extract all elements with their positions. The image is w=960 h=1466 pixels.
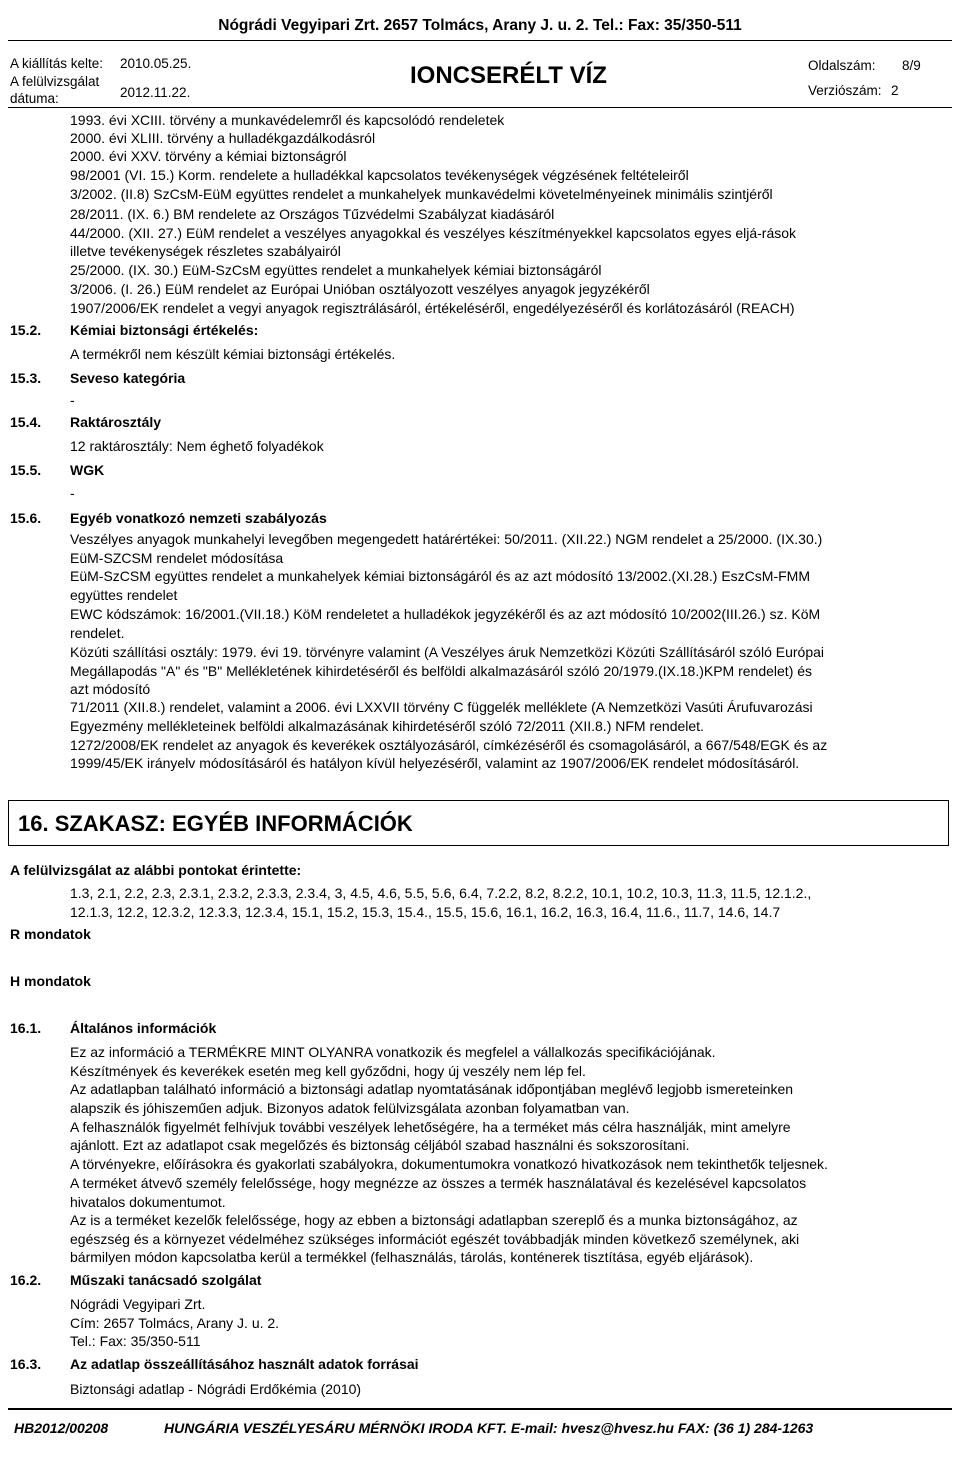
section-15-6-line: rendelet. [70,625,125,641]
regulation-line: 2000. évi XXV. törvény a kémiai biztonságról [70,148,347,164]
section-15-5-number: 15.5. [10,462,42,478]
regulation-line: 28/2011. (IX. 6.) BM rendelete az Országos Tűzvédelmi Szabályzat kiadásáról [70,206,555,222]
header-bottom-rule [8,107,952,108]
regulation-line: 3/2002. (II.8) SzCsM-EüM együttes rendelet a munkahelyek munkavédelmi követelményeinek minimális szintjéről [70,186,773,202]
issue-date: 2010.05.25. [120,56,192,71]
page-value: 8/9 [902,58,921,73]
section-16-1-number: 16.1. [10,1020,42,1036]
section-15-4-number: 15.4. [10,414,42,430]
section-15-6-line: EüM-SZCSM rendelet módosítása [70,550,284,566]
section-16-1-title: Általános információk [70,1020,217,1036]
section-16-1-line: A felhasználók figyelmét felhívjuk további veszélyek lehetőségére, ha a terméket más célra használják, mint amelyre [70,1119,791,1135]
section-15-2-title: Kémiai biztonsági értékelés: [70,322,259,338]
section-16-3-number: 16.3. [10,1356,42,1372]
section-15-6-line: Veszélyes anyagok munkahelyi levegőben megengedett határértékei: 50/2011. (XII.22.) NGM rendelet a 25/2000. (IX.30.) [70,531,823,547]
section-15-6-line: azt módosító [70,681,151,697]
review-label-2: dátuma: [10,91,59,106]
section-15-3-title: Seveso kategória [70,370,186,386]
section-16-2-line: Tel.: Fax: 35/350-511 [70,1333,201,1349]
section-16-3-title: Az adatlap összeállításához használt adatok forrásai [70,1356,419,1372]
footer-contact: HUNGÁRIA VESZÉLYESÁRU MÉRNÖKI IRODA KFT. E-mail: hvesz@hvesz.hu FAX: (36 1) 284-1263 [164,1420,814,1436]
section-16-header-box [8,800,949,846]
regulation-line: illetve tevékenységek részletes szabályairól [70,243,341,259]
regulation-line: 44/2000. (XII. 27.) EüM rendelet a veszélyes anyagokkal és veszélyes készítményekkel kapcsolatos egyes eljá-rások [70,225,797,241]
version-label: Verziószám: [808,83,882,98]
regulation-line: 25/2000. (IX. 30.) EüM-SzCsM együttes rendelet a munkahelyek kémiai biztonságáról [70,262,602,278]
section-16-1-line: ajánlott. Ezt az adatlapot csak megelőzés és biztonság céljából szabad használni és sokszorosítani. [70,1137,690,1153]
section-15-6-line: Egyezmény mellékleteinek belföldi alkalmazásának kihirdetéséről szóló 72/2011 (XII.8.) NFM rendelet. [70,718,704,734]
section-15-2-number: 15.2. [10,322,42,338]
section-15-5-text: - [70,485,75,501]
section-16-1-line: alapszik és jóhiszeműen adjuk. Bizonyos adatok felülvizsgálata azonban folyamatban van. [70,1100,630,1116]
section-15-4-text: 12 raktárosztály: Nem éghető folyadékok [70,438,324,454]
section-16-1-line: Az is a terméket kezelők felelőssége, hogy az ebben a biztonsági adatlapban szereplő és a munka biztonságához, az [70,1212,798,1228]
section-15-6-line: 71/2011 (XII.8.) rendelet, valamint a 2006. évi LXXVII törvény C függelék melléklete (A Nemzetközi Vasúti Árufuvarozási [70,699,813,715]
header-top-rule [8,40,952,41]
section-16-title: 16. SZAKASZ: EGYÉB INFORMÁCIÓK [18,811,413,836]
regulation-line: 1993. évi XCIII. törvény a munkavédelemről és kapcsolódó rendeletek [70,112,505,128]
header-company: Nógrádi Vegyipari Zrt. 2657 Tolmács, Arany J. u. 2. Tel.: Fax: 35/350-511 [218,17,742,34]
section-16-3-text: Biztonsági adatlap - Nógrádi Erdőkémia (2010) [70,1381,362,1397]
regulation-line: 2000. évi XLIII. törvény a hulladékgazdálkodásról [70,130,376,146]
section-16-2-line: Nógrádi Vegyipari Zrt. [70,1296,206,1312]
regulation-line: 1907/2006/EK rendelet a vegyi anyagok regisztrálásáról, értékeléséről, engedélyezéséről és korlátozásáról (REACH) [70,300,795,316]
section-16-1-line: A törvényekre, előírásokra és gyakorlati szabályokra, dokumentumokra vonatkozó hivatkozások nem tekinthetők teljesnek. [70,1156,828,1172]
section-15-4-title: Raktárosztály [70,414,162,430]
regulation-line: 3/2006. (I. 26.) EüM rendelet az Európai Unióban osztályozott veszélyes anyagok jegyzékéről [70,281,650,297]
section-16-1-line: A terméket átvevő személy felelőssége, hogy megnézze az összes a termék használatával és kezelésével kapcsolatos [70,1175,807,1191]
version-value: 2 [891,83,899,98]
section-15-6-line: EüM-SzCSM együttes rendelet a munkahelyek kémiai biztonságáról és az azt módosító 13/2002.(XI.28.) EszCsM-FMM [70,568,810,584]
r-mondatok-label: R mondatok [10,926,91,942]
section-15-6-line: Megállapodás "A" és "B" Mellékletének kihirdetéséről és belföldi alkalmazásáról szóló 20/1979.(IX.18.)KPM rendelet) és [70,663,813,679]
section-15-3-number: 15.3. [10,370,42,386]
review-points-line: 1.3, 2.1, 2.2, 2.3, 2.3.1, 2.3.2, 2.3.3, 2.3.4, 3, 4.5, 4.6, 5.5, 5.6, 6.4, 7.2.2, 8.2, 8.2.2, 10.1, 10.2, 10.3, 11.3, 11.5, 12.1.2., [70,885,812,901]
section-16-1-line: bármilyen módon kapcsolatba kerül a termékkel (felhasználás, tárolás, konténerek tisztítása, egyéb eljárások). [70,1249,754,1265]
footer-rule [8,1408,952,1410]
review-label-1: A felülvizsgálat [10,74,100,89]
section-15-6-title: Egyéb vonatkozó nemzeti szabályozás [70,510,327,526]
section-15-6-line: EWC kódszámok: 16/2001.(VII.18.) KöM rendeletet a hulladékok jegyzékéről és az azt módosító 10/2002(III.26.) sz. KöM [70,606,821,622]
footer-code: HB2012/00208 [14,1420,109,1436]
review-points-title: A felülvizsgálat az alábbi pontokat érintette: [10,862,302,878]
section-16-1-line: Az adatlapban található információ a biztonsági adatlap nyomtatásának időpontjában meglévő legjobb ismereteinken [70,1081,794,1097]
section-16-1-line: hivatalos dokumentumot. [70,1194,226,1210]
section-15-6-line: együttes rendelet [70,587,178,603]
section-15-6-line: 1999/45/EK irányelv módosításáról és hatályon kívül helyezéséről, valamint az 1907/2006/EK rendelet módosításáról. [70,755,800,771]
section-16-1-line: Ez az információ a TERMÉKRE MINT OLYANRA vonatkozik és megfelel a vállalkozás specifikációjának. [70,1044,716,1060]
section-15-2-text: A termékről nem készült kémiai biztonsági értékelés. [70,346,396,362]
review-date: 2012.11.22. [120,85,191,100]
section-16-1-line: Készítmények és keverékek esetén meg kell győződni, hogy új veszély nem lép fel. [70,1063,586,1079]
review-points-line: 12.1.3, 12.2, 12.3.2, 12.3.3, 12.3.4, 15.1, 15.2, 15.3, 15.4., 15.5, 15.6, 16.1, 16.2, 16.3, 16.4, 11.6., 11.7, 14.6, 14.7 [70,904,781,920]
section-15-6-line: Közúti szállítási osztály: 1979. évi 19. törvényre valamint (A Veszélyes áruk Nemzetközi Közúti Szállításáról szóló Európai [70,644,825,660]
section-15-3-text: - [70,392,75,408]
product-title: IONCSERÉLT VÍZ [410,62,607,89]
section-16-2-line: Cím: 2657 Tolmács, Arany J. u. 2. [70,1315,280,1331]
section-15-5-title: WGK [70,462,105,478]
section-16-1-line: egészség és a környezet védelméhez szükséges információt egészét továbbadják minden következő személynek, aki [70,1231,800,1247]
issue-label: A kiállítás kelte: [10,56,104,71]
regulation-line: 98/2001 (VI. 15.) Korm. rendelete a hulladékkal kapcsolatos tevékenységek végzésének feltételeiről [70,167,689,183]
section-16-2-number: 16.2. [10,1272,42,1288]
h-mondatok-label: H mondatok [10,973,91,989]
section-15-6-number: 15.6. [10,510,42,526]
page-label: Oldalszám: [808,58,876,73]
section-15-6-line: 1272/2008/EK rendelet az anyagok és keverékek osztályozásáról, címkézéséről és csomagolásáról, a 667/548/EGK és az [70,737,828,753]
section-16-2-title: Műszaki tanácsadó szolgálat [70,1272,262,1288]
